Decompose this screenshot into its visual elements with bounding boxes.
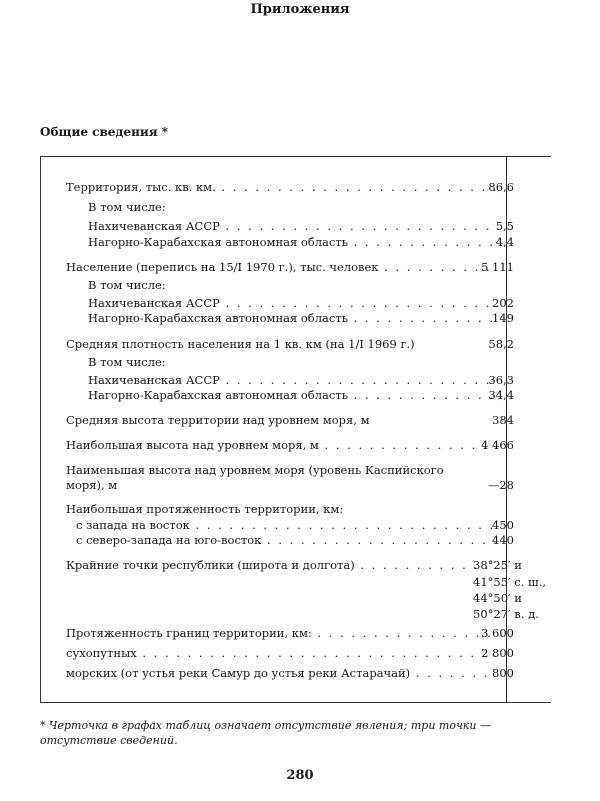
row-value: 5 111 bbox=[481, 260, 514, 274]
row-label: с запада на восток . . . bbox=[76, 517, 496, 534]
table-row bbox=[41, 179, 551, 196]
row-label: Наибольшая протяженность территории, км: bbox=[66, 502, 344, 516]
row-label: Нагорно-Карабахская автономная область . . . bbox=[88, 310, 496, 327]
row-value: 4 466 bbox=[481, 438, 514, 452]
table-row bbox=[41, 336, 551, 353]
row-value: 44°50′ и bbox=[473, 591, 522, 605]
table-row bbox=[41, 218, 551, 235]
table-row bbox=[41, 234, 551, 251]
table-row bbox=[41, 199, 551, 216]
row-label: Протяженность границ территории, км: . . . bbox=[66, 625, 496, 642]
table-row bbox=[41, 437, 551, 454]
table-row bbox=[41, 412, 551, 429]
row-label: Наименьшая высота над уровнем моря (уровень Каспийского bbox=[66, 463, 444, 477]
row-value: 800 bbox=[492, 666, 514, 680]
table-row bbox=[41, 259, 551, 276]
row-label: В том числе: bbox=[88, 200, 166, 214]
table-row bbox=[41, 574, 551, 591]
row-value: 4,4 bbox=[495, 235, 514, 249]
row-label: Нагорно-Карабахская автономная область . . . bbox=[88, 387, 496, 404]
table-row bbox=[41, 310, 551, 327]
footnote: * Черточка в графах таблиц означает отсутствие явления; три точки — отсутствие сведений. bbox=[40, 719, 491, 747]
table-row bbox=[41, 645, 551, 662]
table-row bbox=[41, 387, 551, 404]
row-label: Нахичеванская АССР . . . bbox=[88, 218, 496, 235]
row-label: Нагорно-Карабахская автономная область . . . bbox=[88, 234, 496, 251]
row-label: Наибольшая высота над уровнем моря, м . . . bbox=[66, 437, 496, 454]
info-table bbox=[40, 156, 551, 703]
row-value: 440 bbox=[492, 533, 514, 547]
row-value: 202 bbox=[492, 296, 514, 310]
row-value: 450 bbox=[492, 518, 514, 532]
row-label: морских (от устья реки Самур до устья реки Астарачай) . . . bbox=[66, 665, 496, 682]
table-row bbox=[41, 665, 551, 682]
table-row bbox=[41, 277, 551, 294]
row-label: Средняя высота территории над уровнем моря, м bbox=[66, 413, 370, 427]
row-label: В том числе: bbox=[88, 355, 166, 369]
table-row bbox=[41, 354, 551, 371]
row-value: 41°55′ с. ш., bbox=[473, 575, 547, 589]
table-row bbox=[41, 590, 551, 607]
table-row bbox=[41, 477, 551, 494]
row-label: Население (перепись на 15/I 1970 г.), тыс. человек . . . bbox=[66, 259, 496, 276]
table-row bbox=[41, 557, 551, 574]
table-row bbox=[41, 625, 551, 642]
row-value: 50°27′ в. д. bbox=[473, 607, 539, 621]
row-value: 149 bbox=[492, 311, 514, 325]
row-label: моря), м bbox=[66, 478, 118, 492]
table-row bbox=[41, 532, 551, 549]
row-value: 38°25′ и bbox=[473, 558, 522, 572]
section-title: Общие сведения * bbox=[40, 125, 169, 139]
row-label: Нахичеванская АССР . . . bbox=[88, 295, 496, 312]
row-label: Крайние точки республики (широта и долгота) . . . bbox=[66, 557, 496, 574]
row-value: —28 bbox=[487, 478, 514, 492]
row-label: Территория, тыс. кв. км. . . . bbox=[66, 179, 496, 196]
row-value: 34,4 bbox=[488, 388, 514, 402]
row-label: В том числе: bbox=[88, 278, 166, 292]
row-value: 36,3 bbox=[488, 373, 514, 387]
row-value: 86,6 bbox=[488, 180, 514, 194]
row-label: Нахичеванская АССР . . . bbox=[88, 372, 496, 389]
row-value: 2 800 bbox=[481, 646, 514, 660]
row-label: сухопутных . . . bbox=[66, 645, 496, 662]
table-row bbox=[41, 501, 551, 518]
row-value: 5,5 bbox=[495, 219, 514, 233]
row-label: с северо-запада на юго-восток . . . bbox=[76, 532, 496, 549]
row-value: 3 600 bbox=[481, 626, 514, 640]
row-value: 384 bbox=[492, 413, 514, 427]
page-number: 280 bbox=[286, 768, 314, 783]
table-row bbox=[41, 606, 551, 623]
row-label: Средняя плотность населения на 1 кв. км (на 1/I 1969 г.) bbox=[66, 337, 415, 351]
row-value: 58,2 bbox=[488, 337, 514, 351]
running-header: Приложения bbox=[250, 2, 350, 17]
